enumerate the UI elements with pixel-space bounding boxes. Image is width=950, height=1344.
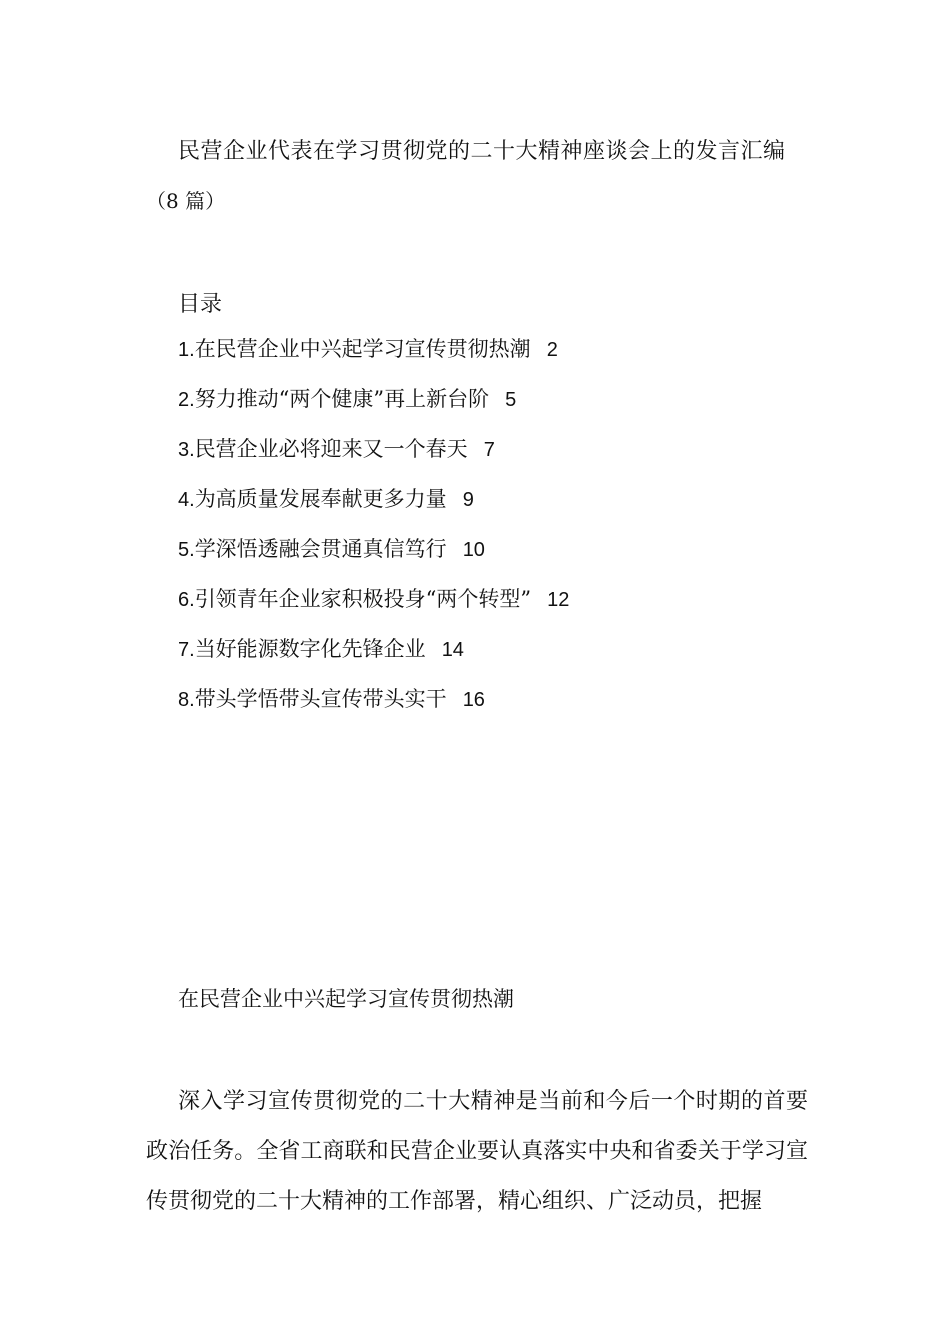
- body-paragraph: 深入学习宣传贯彻党的二十大精神是当前和今后一个时期的首要政治任务。全省工商联和民营企业要认真落实中央和省委关于学习宣传贯彻党的二十大精神的工作部署，精心组织、广泛动员，把握: [146, 1089, 808, 1214]
- toc-item[interactable]: [178, 334, 569, 384]
- toc-item-page: 10: [462, 539, 485, 561]
- toc-item-number: 1.: [178, 339, 195, 361]
- toc-item[interactable]: [178, 434, 569, 484]
- toc-item-page: 9: [462, 489, 474, 511]
- toc-heading: 目录: [178, 292, 223, 317]
- toc-item[interactable]: [178, 484, 569, 534]
- table-of-contents: [178, 334, 569, 734]
- toc-item-number: 7.: [178, 639, 195, 661]
- toc-item-text: 为高质量发展奉献更多力量: [194, 487, 447, 511]
- toc-item-number: 2.: [178, 389, 195, 411]
- toc-item-text: 当好能源数字化先锋企业: [194, 637, 426, 661]
- toc-item-number: 3.: [178, 439, 195, 461]
- toc-item-page: 2: [546, 339, 558, 361]
- toc-item[interactable]: [178, 384, 569, 434]
- document-title-count: （8 篇）: [146, 189, 226, 213]
- toc-item-text: 带头学悟带头宣传带头实干: [194, 687, 447, 711]
- toc-item[interactable]: [178, 584, 569, 634]
- toc-item-number: 8.: [178, 689, 195, 711]
- toc-item-page: 12: [547, 589, 570, 611]
- toc-item-text: 民营企业必将迎来又一个春天: [194, 437, 468, 461]
- toc-item-number: 5.: [178, 539, 195, 561]
- toc-item-text: 在民营企业中兴起学习宣传贯彻热潮: [194, 337, 531, 361]
- toc-item-text: 努力推动“两个健康”再上新台阶: [194, 387, 490, 411]
- toc-item-text: 引领青年企业家积极投身“两个转型”: [194, 587, 532, 611]
- toc-item-page: 16: [462, 689, 485, 711]
- toc-item-number: 6.: [178, 589, 195, 611]
- toc-item-page: 7: [483, 439, 495, 461]
- toc-item[interactable]: [178, 684, 569, 734]
- toc-item-page: 5: [505, 389, 517, 411]
- toc-item[interactable]: [178, 534, 569, 584]
- toc-item-number: 4.: [178, 489, 195, 511]
- toc-item-page: 14: [441, 639, 464, 661]
- document-title: 民营企业代表在学习贯彻党的二十大精神座谈会上的发言汇编: [178, 139, 786, 164]
- toc-item[interactable]: [178, 634, 569, 684]
- toc-item-text: 学深悟透融会贯通真信笃行: [194, 537, 447, 561]
- section-title: 在民营企业中兴起学习宣传贯彻热潮: [178, 987, 514, 1011]
